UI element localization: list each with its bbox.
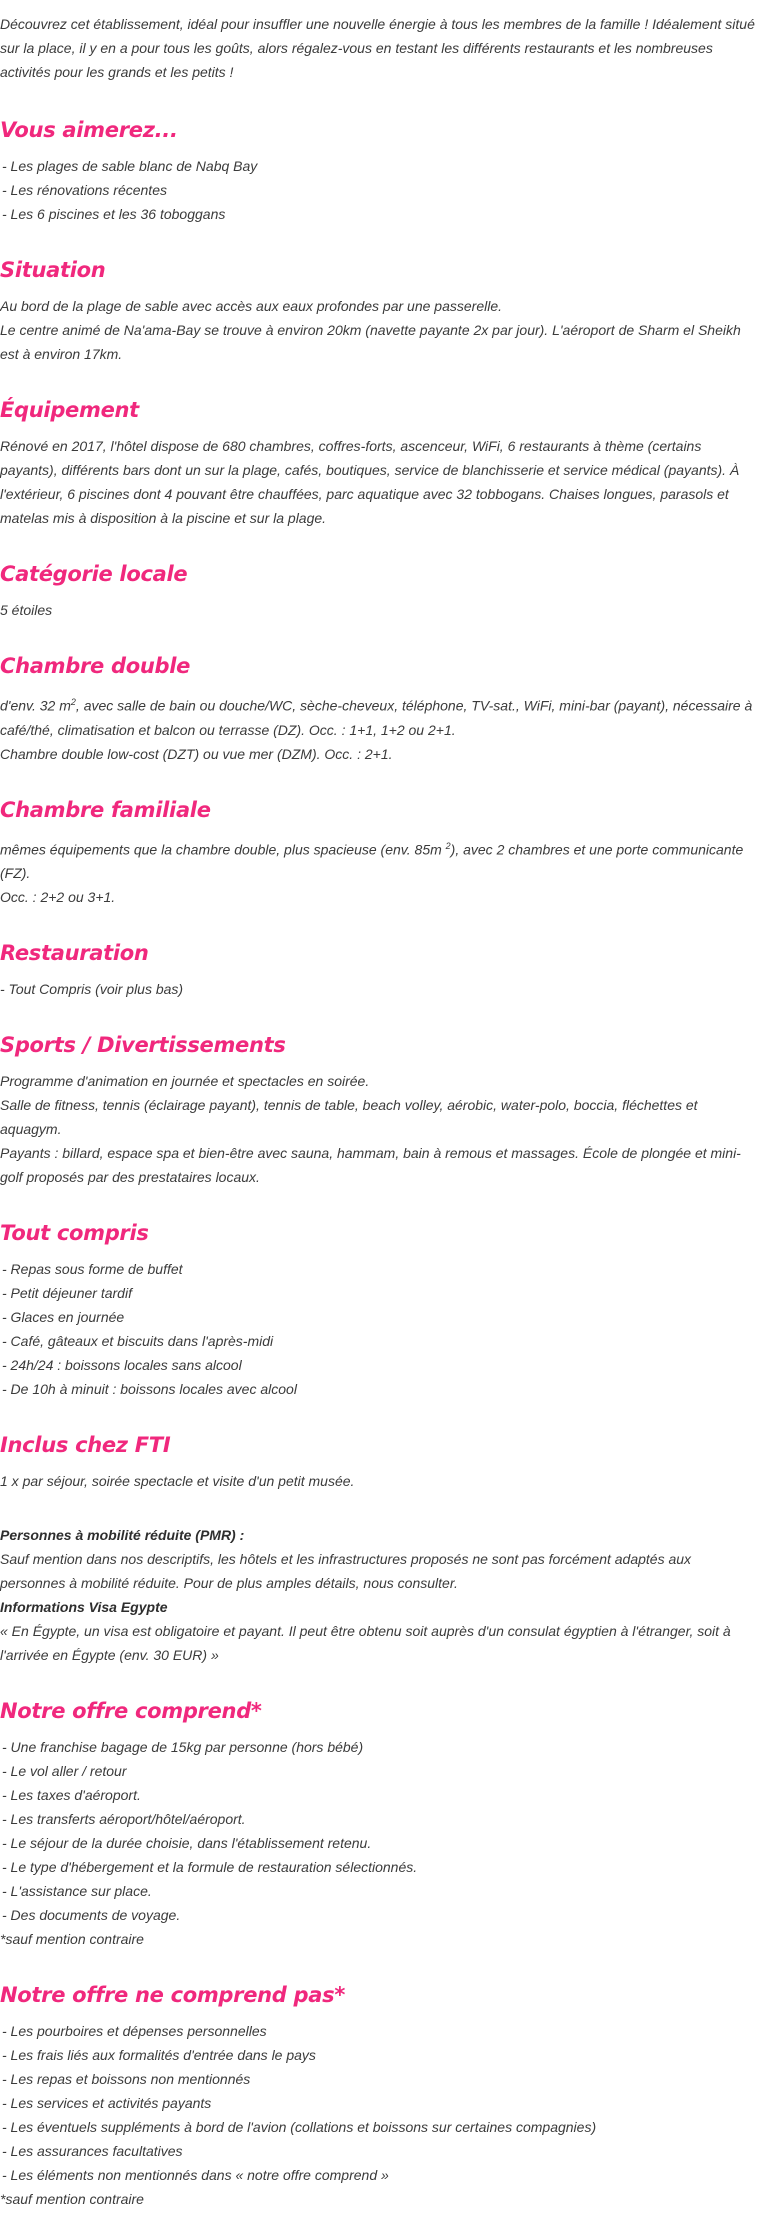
- footnote: *sauf mention contraire: [0, 2191, 144, 2208]
- section-sports: [0, 1031, 758, 1189]
- heading-restauration: Restauration: [0, 941, 149, 966]
- chambre-double-line2: Chambre double low-cost (DZT) ou vue mer (DZM). Occ. : 2+1.: [0, 745, 393, 762]
- list-item: - Glaces en journée: [2, 1309, 125, 1326]
- pmr-title: Personnes à mobilité réduite (PMR) :: [0, 1527, 245, 1544]
- heading-inclus-fti: Inclus chez FTI: [0, 1433, 171, 1458]
- heading-categorie: Catégorie locale: [0, 562, 188, 586]
- heading-offre-comprend: Notre offre comprend*: [0, 1699, 262, 1724]
- chambre-double-text-b: , avec salle de bain ou douche/WC, sèche-cheveux, téléphone, TV-sat., WiFi, mini-bar (payant), nécessaire à café/thé, climatisation et balcon ou terrasse (DZ). Occ. : 1+1, 1+2 ou 2+1.: [0, 697, 753, 738]
- list-item: - Café, gâteaux et biscuits dans l'après-midi: [2, 1333, 274, 1350]
- section-situation: [0, 256, 758, 366]
- chambre-double-text-a: d'env. 32 m: [0, 697, 71, 714]
- list-item: - Les plages de sable blanc de Nabq Bay: [2, 158, 258, 174]
- sports-line: Payants : billard, espace spa et bien-être avec sauna, hammam, bain à remous et massages. École de plongée et mini-golf proposés par des prestataires locaux.: [0, 1145, 741, 1186]
- equipement-text: Rénové en 2017, l'hôtel dispose de 680 chambres, coffres-forts, ascenceur, WiFi, 6 restaurants à thème (certains payants), différents bars dont un sur la plage, cafés, boutiques, service de blanchisserie et service médical (payants). À l'extérieur, 6 piscines dont 4 pouvant être chauffées, parc aquatique avec 32 tobbogans. Chaises longues, parasols et matelas mis à disposition à la piscine et sur la plage.: [0, 438, 740, 526]
- heading-tout-compris: Tout compris: [0, 1221, 149, 1246]
- footnote: *sauf mention contraire: [0, 1931, 144, 1948]
- inclus-fti-text: 1 x par séjour, soirée spectacle et visite d'un petit musée.: [0, 1473, 355, 1490]
- list-item: - Les taxes d'aéroport.: [2, 1787, 141, 1804]
- list-item: - Le vol aller / retour: [2, 1763, 127, 1780]
- list-item: - Le séjour de la durée choisie, dans l'établissement retenu.: [2, 1835, 372, 1852]
- sports-line: Programme d'animation en journée et spectacles en soirée.: [0, 1073, 370, 1090]
- chambre-double-text: [0, 690, 758, 742]
- section-categorie: [0, 560, 758, 622]
- heading-vous-aimerez: Vous aimerez...: [0, 118, 178, 142]
- visa-title: Informations Visa Egypte: [0, 1599, 168, 1616]
- section-offre-comprend: [0, 1697, 758, 1951]
- list-item: - Les rénovations récentes: [2, 182, 167, 198]
- restauration-text: - Tout Compris (voir plus bas): [0, 981, 184, 998]
- section-chambre-double: [0, 652, 758, 766]
- list-item: - Les repas et boissons non mentionnés: [2, 2071, 251, 2088]
- list-item: - L'assistance sur place.: [2, 1883, 152, 1900]
- chambre-familiale-text: [0, 834, 758, 886]
- chambre-familiale-text-a: mêmes équipements que la chambre double, plus spacieuse (env. 85m: [0, 841, 446, 858]
- heading-chambre-double: Chambre double: [0, 654, 191, 678]
- chambre-familiale-line2: Occ. : 2+2 ou 3+1.: [0, 889, 116, 906]
- superscript: 2: [445, 840, 451, 851]
- list-item: - Le type d'hébergement et la formule de restauration sélectionnés.: [2, 1859, 418, 1876]
- sports-line: Salle de fitness, tennis (éclairage payant), tennis de table, beach volley, aérobic, water-polo, boccia, fléchettes et aquagym.: [0, 1097, 698, 1138]
- section-restauration: [0, 939, 758, 1001]
- categorie-text: 5 étoiles: [0, 602, 53, 618]
- section-equipement: [0, 396, 758, 530]
- heading-offre-ne-comprend: Notre offre ne comprend pas*: [0, 1983, 346, 2008]
- section-chambre-familiale: [0, 796, 758, 910]
- list-item: - Les transferts aéroport/hôtel/aéroport.: [2, 1811, 246, 1828]
- list-item: - Des documents de voyage.: [2, 1907, 181, 1924]
- intro-text: Découvrez cet établissement, idéal pour insuffler une nouvelle énergie à tous les membres de la famille ! Idéalement situé sur la place, il y en a pour tous les goûts, alors régalez-vous en testant les différents restaurants et les nombreuses activités pour les grands et les petits !: [0, 16, 755, 80]
- list-item: - De 10h à minuit : boissons locales avec alcool: [2, 1381, 297, 1398]
- list-item: - Petit déjeuner tardif: [2, 1285, 132, 1302]
- heading-sports: Sports / Divertissements: [0, 1033, 286, 1058]
- list-item: - Les pourboires et dépenses personnelles: [2, 2023, 267, 2040]
- heading-situation: Situation: [0, 258, 106, 282]
- chambre-familiale-text-b: ), avec 2 chambres et une porte communicante (FZ).: [0, 841, 744, 882]
- list-item: - Les éléments non mentionnés dans « notre offre comprend »: [2, 2167, 389, 2184]
- list-item: - Les services et activités payants: [2, 2095, 212, 2112]
- list-item: - 24h/24 : boissons locales sans alcool: [2, 1357, 242, 1374]
- section-offre-ne-comprend: [0, 1981, 758, 2211]
- list-item: - Les 6 piscines et les 36 toboggans: [2, 206, 226, 222]
- situation-line: Le centre animé de Na'ama-Bay se trouve à environ 20km (navette payante 2x par jour). L'aéroport de Sharm el Sheikh est à environ 17km.: [0, 322, 741, 362]
- list-item: - Repas sous forme de buffet: [2, 1261, 183, 1278]
- section-inclus-fti: [0, 1431, 758, 1493]
- pmr-text: Sauf mention dans nos descriptifs, les hôtels et les infrastructures proposés ne sont pas forcément adaptés aux personnes à mobilité réduite. Pour de plus amples détails, nous consulter.: [0, 1551, 692, 1592]
- list-item: - Les éventuels suppléments à bord de l'avion (collations et boissons sur certaines compagnies): [2, 2119, 597, 2136]
- section-tout-compris: [0, 1219, 758, 1401]
- superscript: 2: [70, 697, 76, 707]
- heading-equipement: Équipement: [0, 398, 139, 422]
- list-item: - Une franchise bagage de 15kg par personne (hors bébé): [2, 1739, 364, 1756]
- heading-chambre-familiale: Chambre familiale: [0, 797, 211, 822]
- list-item: - Les frais liés aux formalités d'entrée dans le pays: [2, 2047, 316, 2064]
- visa-text: « En Égypte, un visa est obligatoire et payant. Il peut être obtenu soit auprès d'un consulat égyptien à l'étranger, soit à l'arrivée en Égypte (env. 30 EUR) »: [0, 1623, 731, 1664]
- section-vous-aimerez: [0, 116, 758, 226]
- list-item: - Les assurances facultatives: [2, 2143, 183, 2160]
- section-pmr: [0, 1523, 758, 1667]
- situation-line: Au bord de la plage de sable avec accès aux eaux profondes par une passerelle.: [0, 298, 503, 314]
